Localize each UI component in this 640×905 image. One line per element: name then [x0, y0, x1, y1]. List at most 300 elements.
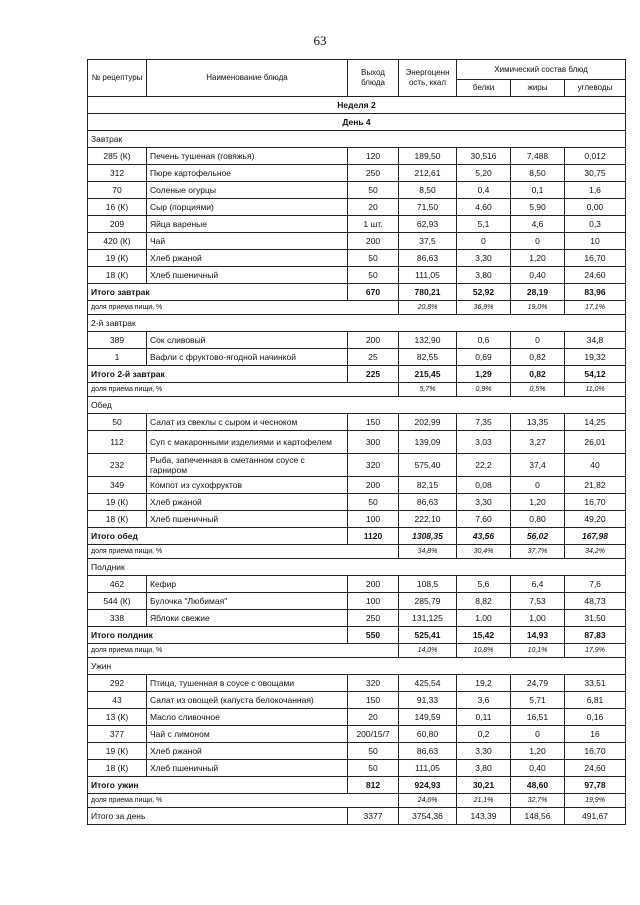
table-header-row	[88, 60, 626, 80]
share-energy-cell: 34,8%	[399, 545, 457, 559]
energy-cell: 111,05	[399, 267, 457, 284]
fat-cell: 5,90	[511, 199, 565, 216]
output-cell: 200/15/7	[348, 726, 399, 743]
fat-cell: 1,20	[511, 494, 565, 511]
share-energy-cell: 24,6%	[399, 794, 457, 808]
meal-share-row	[88, 383, 626, 397]
fat-cell: 1,20	[511, 250, 565, 267]
energy-cell: 86,63	[399, 743, 457, 760]
protein-cell: 3,30	[457, 494, 511, 511]
header-carbs: углеводы	[565, 80, 626, 97]
dish-row	[88, 431, 626, 454]
protein-cell: 3,30	[457, 743, 511, 760]
total-output-cell: 550	[348, 627, 399, 644]
header-recipe-no: № рецептуры	[88, 60, 147, 97]
recipe-no-cell: 19 (К)	[88, 250, 147, 267]
total-energy-cell: 924,93	[399, 777, 457, 794]
protein-cell: 30,516	[457, 148, 511, 165]
header-chem: Химический состав блюд	[457, 60, 626, 80]
dish-row	[88, 610, 626, 627]
dish-name-cell: Кефир	[147, 576, 348, 593]
output-cell: 50	[348, 494, 399, 511]
share-protein-cell: 21,1%	[457, 794, 511, 808]
energy-cell: 139,09	[399, 431, 457, 454]
dish-name-cell: Вафли с фруктово-ягодной начинкой	[147, 349, 348, 366]
output-cell: 50	[348, 182, 399, 199]
share-fat-cell: 32,7%	[511, 794, 565, 808]
dish-row	[88, 332, 626, 349]
carbs-cell: 24,60	[565, 267, 626, 284]
energy-cell: 71,50	[399, 199, 457, 216]
week-row	[88, 97, 626, 114]
fat-cell: 7,53	[511, 593, 565, 610]
dish-row	[88, 182, 626, 199]
dish-row	[88, 576, 626, 593]
energy-cell: 108,5	[399, 576, 457, 593]
share-fat-cell: 19,0%	[511, 301, 565, 315]
recipe-no-cell: 232	[88, 454, 147, 477]
dish-name-cell: Чай	[147, 233, 348, 250]
total-protein-cell: 30,21	[457, 777, 511, 794]
recipe-no-cell: 19 (К)	[88, 494, 147, 511]
dish-name-cell: Чай с лимоном	[147, 726, 348, 743]
carbs-cell: 30,75	[565, 165, 626, 182]
recipe-no-cell: 70	[88, 182, 147, 199]
carbs-cell: 0,16	[565, 709, 626, 726]
page-number: 63	[313, 33, 327, 48]
output-cell: 150	[348, 692, 399, 709]
energy-cell: 62,93	[399, 216, 457, 233]
output-cell: 200	[348, 477, 399, 494]
dish-name-cell: Хлеб пшеничный	[147, 267, 348, 284]
fat-cell: 0	[511, 233, 565, 250]
protein-cell: 5,20	[457, 165, 511, 182]
dish-name-cell: Салат из овощей (капуста белокочанная)	[147, 692, 348, 709]
output-cell: 1 шт.	[348, 216, 399, 233]
total-energy-cell: 525,41	[399, 627, 457, 644]
total-energy-cell: 780,21	[399, 284, 457, 301]
protein-cell: 3,03	[457, 431, 511, 454]
output-cell: 250	[348, 165, 399, 182]
meal-share-row	[88, 644, 626, 658]
total-carbs-cell: 83,96	[565, 284, 626, 301]
recipe-no-cell: 312	[88, 165, 147, 182]
meal-total-label: Итого завтрак	[88, 284, 348, 301]
fat-cell: 4,6	[511, 216, 565, 233]
day-total-protein: 143,39	[457, 808, 511, 825]
recipe-no-cell: 18 (К)	[88, 760, 147, 777]
dish-name-cell: Булочка "Любимая"	[147, 593, 348, 610]
protein-cell: 0	[457, 233, 511, 250]
carbs-cell: 49,20	[565, 511, 626, 528]
carbs-cell: 1,6	[565, 182, 626, 199]
day-label: День 4	[88, 114, 626, 131]
dish-row	[88, 233, 626, 250]
meal-section-row	[88, 397, 626, 414]
energy-cell: 285,79	[399, 593, 457, 610]
protein-cell: 0,2	[457, 726, 511, 743]
carbs-cell: 33,51	[565, 675, 626, 692]
energy-cell: 8,50	[399, 182, 457, 199]
energy-cell: 202,99	[399, 414, 457, 431]
dish-row	[88, 216, 626, 233]
meal-share-row	[88, 301, 626, 315]
protein-cell: 0,4	[457, 182, 511, 199]
recipe-no-cell: 50	[88, 414, 147, 431]
share-carbs-cell: 17,9%	[565, 644, 626, 658]
recipe-no-cell: 285 (К)	[88, 148, 147, 165]
protein-cell: 5,1	[457, 216, 511, 233]
recipe-no-cell: 18 (К)	[88, 511, 147, 528]
meal-total-label: Итого ужин	[88, 777, 348, 794]
dish-name-cell: Печень тушеная (говяжья)	[147, 148, 348, 165]
share-fat-cell: 37,7%	[511, 545, 565, 559]
carbs-cell: 7,6	[565, 576, 626, 593]
total-energy-cell: 215,45	[399, 366, 457, 383]
output-cell: 50	[348, 267, 399, 284]
energy-cell: 149,59	[399, 709, 457, 726]
share-carbs-cell: 17,1%	[565, 301, 626, 315]
energy-cell: 425,54	[399, 675, 457, 692]
recipe-no-cell: 544 (К)	[88, 593, 147, 610]
week-label: Неделя 2	[88, 97, 626, 114]
dish-name-cell: Компот из сухофруктов	[147, 477, 348, 494]
protein-cell: 3,6	[457, 692, 511, 709]
meal-section-title: 2-й завтрак	[88, 315, 626, 332]
carbs-cell: 40	[565, 454, 626, 477]
output-cell: 120	[348, 148, 399, 165]
share-fat-cell: 10,1%	[511, 644, 565, 658]
dish-row	[88, 267, 626, 284]
energy-cell: 82,15	[399, 477, 457, 494]
dish-name-cell: Птица, тушенная в соусе с овощами	[147, 675, 348, 692]
total-protein-cell: 43,56	[457, 528, 511, 545]
dish-name-cell: Яблоки свежие	[147, 610, 348, 627]
energy-cell: 86,63	[399, 494, 457, 511]
fat-cell: 0,40	[511, 760, 565, 777]
energy-cell: 189,50	[399, 148, 457, 165]
dish-name-cell: Пюре картофельное	[147, 165, 348, 182]
dish-row	[88, 511, 626, 528]
dish-row	[88, 726, 626, 743]
dish-row	[88, 692, 626, 709]
total-carbs-cell: 97,78	[565, 777, 626, 794]
protein-cell: 8,82	[457, 593, 511, 610]
meal-total-row	[88, 627, 626, 644]
dish-name-cell: Салат из свеклы с сыром и чесноком	[147, 414, 348, 431]
fat-cell: 16,51	[511, 709, 565, 726]
share-energy-cell: 20,8%	[399, 301, 457, 315]
energy-cell: 86,63	[399, 250, 457, 267]
carbs-cell: 24,60	[565, 760, 626, 777]
meal-total-label: Итого полдник	[88, 627, 348, 644]
protein-cell: 0,6	[457, 332, 511, 349]
dish-name-cell: Масло сливочное	[147, 709, 348, 726]
recipe-no-cell: 1	[88, 349, 147, 366]
meal-section-title: Завтрак	[88, 131, 626, 148]
fat-cell: 0,1	[511, 182, 565, 199]
day-total-label: Итого за день	[88, 808, 348, 825]
recipe-no-cell: 420 (К)	[88, 233, 147, 250]
carbs-cell: 0,00	[565, 199, 626, 216]
protein-cell: 1,00	[457, 610, 511, 627]
total-fat-cell: 14,93	[511, 627, 565, 644]
protein-cell: 0,69	[457, 349, 511, 366]
output-cell: 50	[348, 760, 399, 777]
share-fat-cell: 0,5%	[511, 383, 565, 397]
protein-cell: 3,80	[457, 760, 511, 777]
total-fat-cell: 56,02	[511, 528, 565, 545]
fat-cell: 6,4	[511, 576, 565, 593]
energy-cell: 132,90	[399, 332, 457, 349]
total-fat-cell: 28,19	[511, 284, 565, 301]
protein-cell: 5,6	[457, 576, 511, 593]
carbs-cell: 26,01	[565, 431, 626, 454]
dish-row	[88, 165, 626, 182]
energy-cell: 131,125	[399, 610, 457, 627]
share-energy-cell: 14,0%	[399, 644, 457, 658]
meal-total-label: Итого 2-й завтрак	[88, 366, 348, 383]
dish-name-cell: Сыр (порциями)	[147, 199, 348, 216]
header-energy: Энергоценн ость, ккал	[399, 60, 457, 97]
dish-name-cell: Сок сливовый	[147, 332, 348, 349]
meal-total-label: Итого обед	[88, 528, 348, 545]
fat-cell: 0,80	[511, 511, 565, 528]
carbs-cell: 16,70	[565, 494, 626, 511]
meal-section-row	[88, 315, 626, 332]
total-fat-cell: 0,82	[511, 366, 565, 383]
dish-row	[88, 675, 626, 692]
output-cell: 300	[348, 431, 399, 454]
dish-name-cell: Хлеб ржаной	[147, 494, 348, 511]
carbs-cell: 6,81	[565, 692, 626, 709]
recipe-no-cell: 112	[88, 431, 147, 454]
menu-table	[87, 59, 626, 825]
fat-cell: 24,79	[511, 675, 565, 692]
energy-cell: 111,05	[399, 760, 457, 777]
dish-row	[88, 250, 626, 267]
share-energy-cell: 5,7%	[399, 383, 457, 397]
dish-name-cell: Хлеб пшеничный	[147, 760, 348, 777]
total-output-cell: 1120	[348, 528, 399, 545]
carbs-cell: 34,8	[565, 332, 626, 349]
fat-cell: 5,71	[511, 692, 565, 709]
carbs-cell: 19,32	[565, 349, 626, 366]
carbs-cell: 31,50	[565, 610, 626, 627]
recipe-no-cell: 377	[88, 726, 147, 743]
fat-cell: 0	[511, 477, 565, 494]
dish-name-cell: Хлеб ржаной	[147, 743, 348, 760]
protein-cell: 0,11	[457, 709, 511, 726]
dish-row	[88, 743, 626, 760]
dish-row	[88, 709, 626, 726]
total-protein-cell: 15,42	[457, 627, 511, 644]
output-cell: 320	[348, 675, 399, 692]
meal-section-title: Ужин	[88, 658, 626, 675]
share-output-blank	[348, 545, 399, 559]
day-total-row	[88, 808, 626, 825]
output-cell: 100	[348, 511, 399, 528]
dish-name-cell: Рыба, запеченная в сметанном соусе с гарниром	[147, 454, 348, 477]
dish-name-cell: Хлеб ржаной	[147, 250, 348, 267]
total-fat-cell: 48,60	[511, 777, 565, 794]
energy-cell: 82,55	[399, 349, 457, 366]
share-carbs-cell: 11,0%	[565, 383, 626, 397]
fat-cell: 8,50	[511, 165, 565, 182]
protein-cell: 7,35	[457, 414, 511, 431]
menu-table-body	[88, 60, 626, 825]
carbs-cell: 10	[565, 233, 626, 250]
meal-share-label: доля приема пищи, %	[88, 545, 348, 559]
day-row	[88, 114, 626, 131]
protein-cell: 3,30	[457, 250, 511, 267]
meal-total-row	[88, 528, 626, 545]
recipe-no-cell: 389	[88, 332, 147, 349]
energy-cell: 60,80	[399, 726, 457, 743]
dish-row	[88, 349, 626, 366]
fat-cell: 37,4	[511, 454, 565, 477]
energy-cell: 37,5	[399, 233, 457, 250]
share-output-blank	[348, 383, 399, 397]
meal-section-title: Полдник	[88, 559, 626, 576]
carbs-cell: 16,70	[565, 743, 626, 760]
share-protein-cell: 10,8%	[457, 644, 511, 658]
meal-section-row	[88, 658, 626, 675]
carbs-cell: 0,012	[565, 148, 626, 165]
meal-share-label: доля приема пищи, %	[88, 383, 348, 397]
fat-cell: 0	[511, 726, 565, 743]
total-energy-cell: 1308,35	[399, 528, 457, 545]
dish-row	[88, 760, 626, 777]
total-protein-cell: 1,29	[457, 366, 511, 383]
total-carbs-cell: 87,83	[565, 627, 626, 644]
total-carbs-cell: 167,98	[565, 528, 626, 545]
fat-cell: 0,82	[511, 349, 565, 366]
meal-share-row	[88, 545, 626, 559]
recipe-no-cell: 292	[88, 675, 147, 692]
energy-cell: 575,40	[399, 454, 457, 477]
dish-name-cell: Хлеб пшеничный	[147, 511, 348, 528]
dish-row	[88, 477, 626, 494]
protein-cell: 4,60	[457, 199, 511, 216]
meal-total-row	[88, 366, 626, 383]
recipe-no-cell: 349	[88, 477, 147, 494]
output-cell: 50	[348, 250, 399, 267]
header-dish-name: Наименование блюда	[147, 60, 348, 97]
dish-row	[88, 494, 626, 511]
meal-share-label: доля приема пищи, %	[88, 301, 348, 315]
output-cell: 50	[348, 743, 399, 760]
meal-share-row	[88, 794, 626, 808]
recipe-no-cell: 43	[88, 692, 147, 709]
dish-row	[88, 199, 626, 216]
carbs-cell: 0,3	[565, 216, 626, 233]
total-output-cell: 225	[348, 366, 399, 383]
output-cell: 320	[348, 454, 399, 477]
protein-cell: 0,08	[457, 477, 511, 494]
share-carbs-cell: 19,9%	[565, 794, 626, 808]
meal-share-label: доля приема пищи, %	[88, 644, 348, 658]
protein-cell: 7,60	[457, 511, 511, 528]
recipe-no-cell: 462	[88, 576, 147, 593]
output-cell: 200	[348, 233, 399, 250]
meal-section-title: Обед	[88, 397, 626, 414]
meal-section-row	[88, 131, 626, 148]
output-cell: 20	[348, 199, 399, 216]
dish-row	[88, 454, 626, 477]
output-cell: 250	[348, 610, 399, 627]
header-fat: жиры	[511, 80, 565, 97]
share-output-blank	[348, 301, 399, 315]
protein-cell: 19,2	[457, 675, 511, 692]
dish-name-cell: Соленые огурцы	[147, 182, 348, 199]
output-cell: 20	[348, 709, 399, 726]
day-total-fat: 148,56	[511, 808, 565, 825]
output-cell: 200	[348, 332, 399, 349]
dish-row	[88, 414, 626, 431]
fat-cell: 1,00	[511, 610, 565, 627]
meal-section-row	[88, 559, 626, 576]
day-total-carbs: 491,67	[565, 808, 626, 825]
total-protein-cell: 52,92	[457, 284, 511, 301]
meal-total-row	[88, 777, 626, 794]
share-output-blank	[348, 644, 399, 658]
recipe-no-cell: 209	[88, 216, 147, 233]
carbs-cell: 14,25	[565, 414, 626, 431]
energy-cell: 91,33	[399, 692, 457, 709]
recipe-no-cell: 338	[88, 610, 147, 627]
fat-cell: 1,20	[511, 743, 565, 760]
share-output-blank	[348, 794, 399, 808]
share-carbs-cell: 34,2%	[565, 545, 626, 559]
total-output-cell: 670	[348, 284, 399, 301]
energy-cell: 222,10	[399, 511, 457, 528]
carbs-cell: 16	[565, 726, 626, 743]
protein-cell: 3,80	[457, 267, 511, 284]
recipe-no-cell: 19 (К)	[88, 743, 147, 760]
day-total-output: 3377	[348, 808, 399, 825]
fat-cell: 7,488	[511, 148, 565, 165]
share-protein-cell: 30,4%	[457, 545, 511, 559]
fat-cell: 0	[511, 332, 565, 349]
fat-cell: 0,40	[511, 267, 565, 284]
recipe-no-cell: 18 (К)	[88, 267, 147, 284]
dish-name-cell: Суп с макаронными изделиями и картофелем	[147, 431, 348, 454]
fat-cell: 13,35	[511, 414, 565, 431]
carbs-cell: 21,82	[565, 477, 626, 494]
total-carbs-cell: 54,12	[565, 366, 626, 383]
recipe-no-cell: 16 (К)	[88, 199, 147, 216]
fat-cell: 3,27	[511, 431, 565, 454]
recipe-no-cell: 13 (К)	[88, 709, 147, 726]
meal-share-label: доля приема пищи, %	[88, 794, 348, 808]
meal-total-row	[88, 284, 626, 301]
dish-name-cell: Яйца вареные	[147, 216, 348, 233]
day-total-energy: 3754,36	[399, 808, 457, 825]
header-protein: белки	[457, 80, 511, 97]
protein-cell: 22,2	[457, 454, 511, 477]
header-output: Выход блюда	[348, 60, 399, 97]
share-protein-cell: 0,9%	[457, 383, 511, 397]
share-protein-cell: 36,9%	[457, 301, 511, 315]
total-output-cell: 812	[348, 777, 399, 794]
energy-cell: 212,61	[399, 165, 457, 182]
dish-row	[88, 148, 626, 165]
dish-row	[88, 593, 626, 610]
output-cell: 150	[348, 414, 399, 431]
carbs-cell: 16,70	[565, 250, 626, 267]
carbs-cell: 48,73	[565, 593, 626, 610]
